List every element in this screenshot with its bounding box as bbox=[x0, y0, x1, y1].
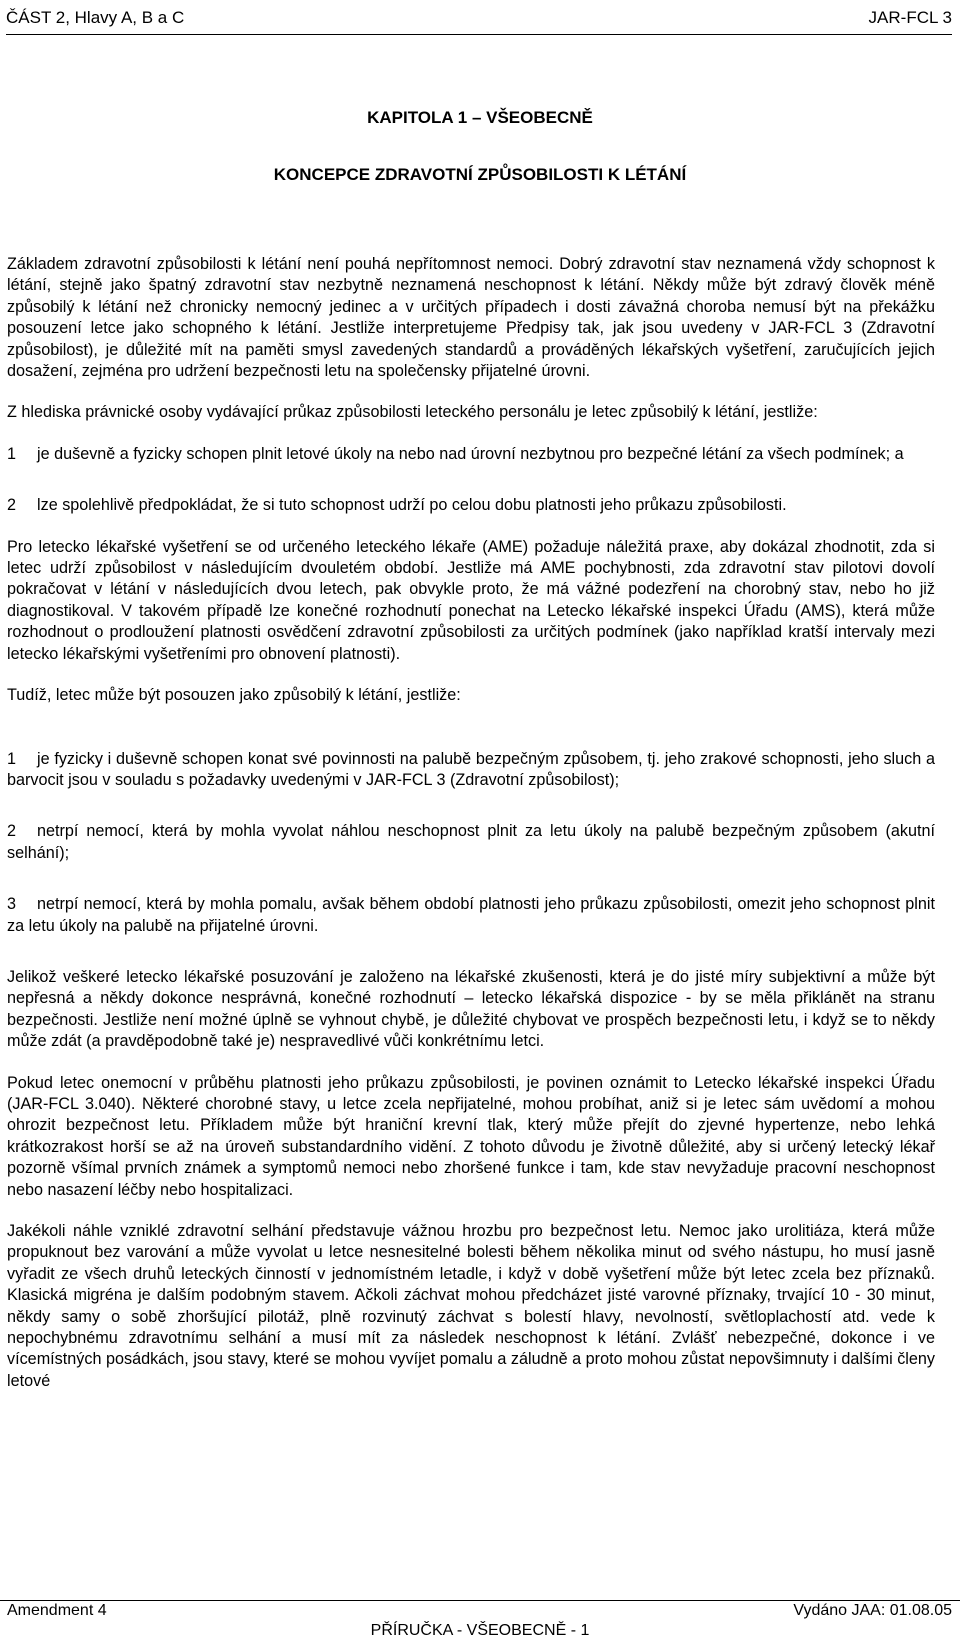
paragraph-7: Jakékoli náhle vzniklé zdravotní selhání představuje vážnou hrozbu pro bezpečnost letu. Nemoc jako urolitiáza, která může propuknout bez varování a může vyvolat u letce nesnesitelné bolesti během několika minut od svého nástupu, ho musí jasně vyřadit ze všech druhů leteckých činností v jednomístném letadle, i když v době vyšetření může být letec zcela bez příznaků. Klasická migréna je dalším podobným stavem. Ačkoli záchvat mohou předcházet jisté varovné příznaky, trvající 10 - 30 minut, někdy samy o sobě zhoršující pilotáž, plně rozvinutý záchvat s bolestí hlavy, nevolností, světloplachostí atd. vede k nepochybnému zdravotnímu selhání a musí mít za následek neschopnost k létání. Zvlášť nebezpečné, dokonce i ve vícemístných posádkách, jsou stavy, které se mohou vyvíjet pomalu a záludně a proto mohou zůstat nepovšimnuty i dalšími členy letové bbox=[7, 1222, 935, 1390]
list-item-number: 1 bbox=[7, 444, 17, 463]
paragraph-4: Tudíž, letec může být posouzen jako způsobilý k létání, jestliže: bbox=[7, 686, 461, 705]
list-item-number: 2 bbox=[7, 496, 17, 515]
list-item bbox=[7, 894, 935, 937]
page-number: PŘÍRUČKA - VŠEOBECNĚ - 1 bbox=[370, 1622, 590, 1639]
list-item-number: 1 bbox=[7, 749, 17, 768]
paragraph-1: Základem zdravotní způsobilosti k létání není pouhá nepřítomnost nemoci. Dobrý zdravotní stav neznamená vždy schopnost k létání, stejně jako špatný zdravotní stav nezbytně neznamená neschopnost k létání. Někdy může být zdravý člověk méně způsobilý k létání než chronicky nemocný jedinec a v určitých případech i dosti závažná choroba nemusí být na překážku posouzení letce jako schopného k létání. Jestliže interpretujeme Předpisy tak, jak jsou uvedeny v JAR-FCL 3 (Zdravotní způsobilost), je důležité mít na paměti smysl zavedených standardů a prováděných lékařských vyšetření, zaručujících jejich dosažení, zejména pro udržení bezpečnosti letu na společensky přijatelné úrovni. bbox=[7, 255, 935, 381]
page-footer bbox=[7, 1602, 952, 1620]
list-item-number: 2 bbox=[7, 822, 17, 841]
page-header bbox=[6, 6, 952, 35]
paragraph-2: Z hlediska právnické osoby vydávající průkaz způsobilosti leteckého personálu je letec způsobilý k létání, jestliže: bbox=[7, 403, 818, 422]
chapter-title: KAPITOLA 1 – VŠEOBECNĚ bbox=[367, 108, 593, 127]
list-item bbox=[7, 821, 935, 864]
list-item-text: je duševně a fyzicky schopen plnit letové úkoly na nebo nad úrovní nezbytnou pro bezpečné létání za všech podmínek; a bbox=[37, 444, 904, 463]
list-item-text: netrpí nemocí, která by mohla vyvolat náhlou neschopnost plnit za letu úkoly na palubě bezpečným způsobem (akutní selhání); bbox=[7, 822, 935, 862]
footer-divider bbox=[0, 1600, 960, 1601]
paragraph-6: Pokud letec onemocní v průběhu platnosti jeho průkazu způsobilosti, je povinen oznámit to Letecko lékařské inspekci Úřadu (JAR-FCL 3.040). Některé chorobné stavy, u letce zcela nepřijatelné, mohou probíhat, aniž si je letec sám uvědomí a mohou ohrozit bezpečnost letu. Příkladem může být hraniční krevní tlak, který může přejít do zjevné hypertenze, nebo lehká krátkozrakost horší se až na úroveň substandardního vidění. Z tohoto důvodu je životně důležité, aby si určený letecký lékař pozorně všímal prvních známek a symptomů nemoci nebo zhoršené funkce i tam, kde stav nevyžaduje pracovní neschopnost nebo nasazení léčby nebo hospitalizaci. bbox=[7, 1073, 935, 1199]
paragraph-3: Pro letecko lékařské vyšetření se od určeného leteckého lékaře (AME) požaduje náležitá praxe, aby dokázal zhodnotit, zda si letec udrží způsobilost v následujícím dvouletém období. Jestliže má AME pochybnosti, zda zdravotní stav pilotovi dovolí pokračovat v létání v následujících dvou letech, pak obvykle proto, že má vážné podezření na chorobný stav, nebo ho již diagnostikoval. V takovém případě lze konečné rozhodnutí ponechat na Letecko lékařské inspekci Úřadu (AMS), která může rozhodnout o prodloužení platnosti osvědčení zdravotní způsobilosti za určitých podmínek (jako například kratší intervaly mezi letecko lékařskými vyšetřeními pro obnovení platnosti). bbox=[7, 537, 935, 663]
list-item-text: netrpí nemocí, která by mohla pomalu, avšak během období platnosti jeho průkazu způsobilosti, omezit jeho schopnost plnit za letu úkoly na palubě na přijatelné úrovni. bbox=[7, 895, 935, 935]
list-item-number: 3 bbox=[7, 895, 17, 914]
list-item bbox=[7, 749, 935, 792]
list-item bbox=[7, 495, 935, 516]
footer-right: Vydáno JAA: 01.08.05 bbox=[793, 1602, 952, 1619]
paragraph-5: Jelikož veškeré letecko lékařské posuzování je založeno na lékařské zkušenosti, která je do jisté míry subjektivní a může být nepřesná a někdy dokonce nesprávná, konečné rozhodnutí – letecko lékařská dispozice - by se měla přiklánět na stranu bezpečnosti. Jestliže není možné úplně se vyhnout chybě, je důležité chybovat ve prospěch bezpečnosti letu, i když se to někdy může zdát (a pravděpodobně také je) nespravedlivé vůči konkrétnímu letci. bbox=[7, 967, 935, 1051]
list-item-text: je fyzicky i duševně schopen konat své povinnosti na palubě bezpečným způsobem, tj. jeho zrakové schopnosti, jeho sluch a barvocit jsou v souladu s požadavky uvedenými v JAR-FCL 3 (Zdravotní způsobilost); bbox=[7, 749, 935, 789]
list-item-text: lze spolehlivě předpokládat, že si tuto schopnost udrží po celou dobu platnosti jeho průkazu způsobilosti. bbox=[37, 496, 787, 515]
section-title: KONCEPCE ZDRAVOTNÍ ZPŮSOBILOSTI K LÉTÁNÍ bbox=[273, 165, 687, 184]
list-item bbox=[7, 444, 935, 465]
header-left: ČÁST 2, Hlavy A, B a C bbox=[6, 8, 185, 27]
header-right: JAR-FCL 3 bbox=[868, 8, 952, 27]
document-body bbox=[7, 254, 935, 1412]
footer-left: Amendment 4 bbox=[7, 1602, 107, 1619]
